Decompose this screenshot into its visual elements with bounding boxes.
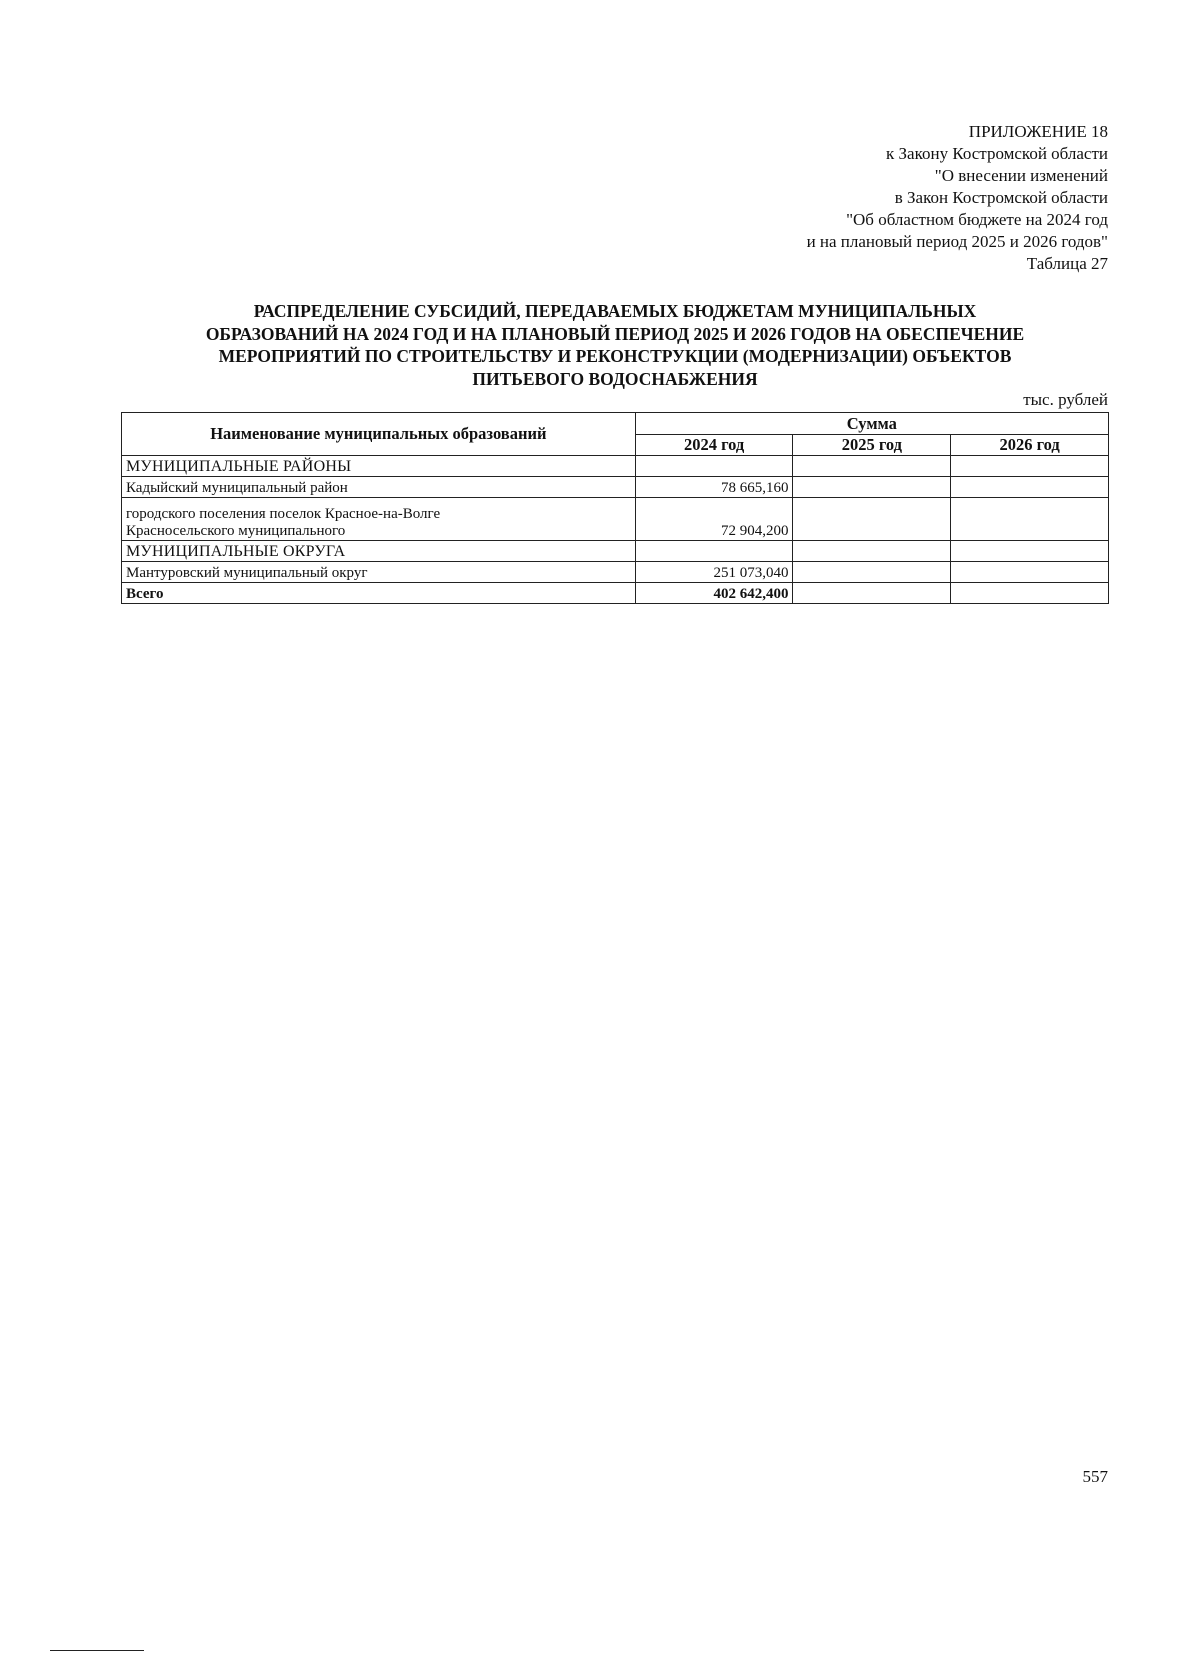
municipality-name-line: городского поселения поселок Красное-на-Волге (126, 506, 441, 522)
appendix-line: "О внесении изменений (934, 166, 1108, 185)
municipality-name: Кадыйский муниципальный район (122, 477, 636, 498)
title-line: МЕРОПРИЯТИЙ ПО СТРОИТЕЛЬСТВУ И РЕКОНСТРУКЦИИ (МОДЕРНИЗАЦИИ) ОБЪЕКТОВ (218, 346, 1012, 366)
value-2024: 78 665,160 (635, 477, 793, 498)
value-2025 (793, 456, 951, 477)
value-2024: 72 904,200 (635, 498, 793, 541)
municipality-name: Мантуровский муниципальный округ (122, 562, 636, 583)
page-number: 557 (1082, 1467, 1108, 1486)
column-header-2026: 2026 год (951, 434, 1109, 456)
appendix-line: в Закон Костромской области (894, 188, 1108, 207)
value-2026 (951, 562, 1109, 583)
title-line: РАСПРЕДЕЛЕНИЕ СУБСИДИЙ, ПЕРЕДАВАЕМЫХ БЮДЖЕТАМ МУНИЦИПАЛЬНЫХ (253, 301, 977, 321)
units-label: тыс. рублей (1023, 390, 1108, 409)
section-heading: МУНИЦИПАЛЬНЫЕ РАЙОНЫ (122, 456, 636, 477)
value-2026 (951, 498, 1109, 541)
total-2026 (951, 583, 1109, 604)
document-title (150, 300, 1080, 390)
title-line: ПИТЬЕВОГО ВОДОСНАБЖЕНИЯ (472, 368, 758, 389)
value-2024: 251 073,040 (635, 562, 793, 583)
total-2025 (793, 583, 951, 604)
table-row (122, 477, 1109, 498)
column-header-name: Наименование муниципальных образований (122, 413, 636, 456)
value-2025 (793, 541, 951, 562)
column-header-2024: 2024 год (635, 434, 793, 456)
total-row (122, 583, 1109, 604)
municipality-name-line: Красносельского муниципального (126, 523, 346, 539)
value-2026 (951, 541, 1109, 562)
appendix-line: к Закону Костромской области (886, 144, 1108, 163)
table-row (122, 562, 1109, 583)
value-2025 (793, 477, 951, 498)
appendix-line: и на плановый период 2025 и 2026 годов" (806, 232, 1108, 251)
table-row (122, 498, 1109, 541)
table-row (122, 456, 1109, 477)
value-2024 (635, 456, 793, 477)
value-2025 (793, 498, 951, 541)
appendix-label: ПРИЛОЖЕНИЕ 18 (968, 122, 1108, 141)
subsidy-table (121, 412, 1109, 604)
section-heading: МУНИЦИПАЛЬНЫЕ ОКРУГА (122, 541, 636, 562)
value-2024 (635, 541, 793, 562)
value-2026 (951, 456, 1109, 477)
value-2025 (793, 562, 951, 583)
footer-divider (50, 1650, 144, 1651)
table-row (122, 541, 1109, 562)
title-line: ОБРАЗОВАНИЙ НА 2024 ГОД И НА ПЛАНОВЫЙ ПЕРИОД 2025 И 2026 ГОДОВ НА ОБЕСПЕЧЕНИЕ (205, 323, 1025, 344)
appendix-header (588, 121, 1108, 275)
municipality-name (122, 498, 636, 541)
total-2024: 402 642,400 (635, 583, 793, 604)
appendix-line: "Об областном бюджете на 2024 год (846, 210, 1108, 229)
column-header-2025: 2025 год (793, 434, 951, 456)
column-header-sum: Сумма (635, 413, 1108, 435)
total-label: Всего (122, 583, 636, 604)
value-2026 (951, 477, 1109, 498)
table-reference: Таблица 27 (1026, 254, 1108, 273)
